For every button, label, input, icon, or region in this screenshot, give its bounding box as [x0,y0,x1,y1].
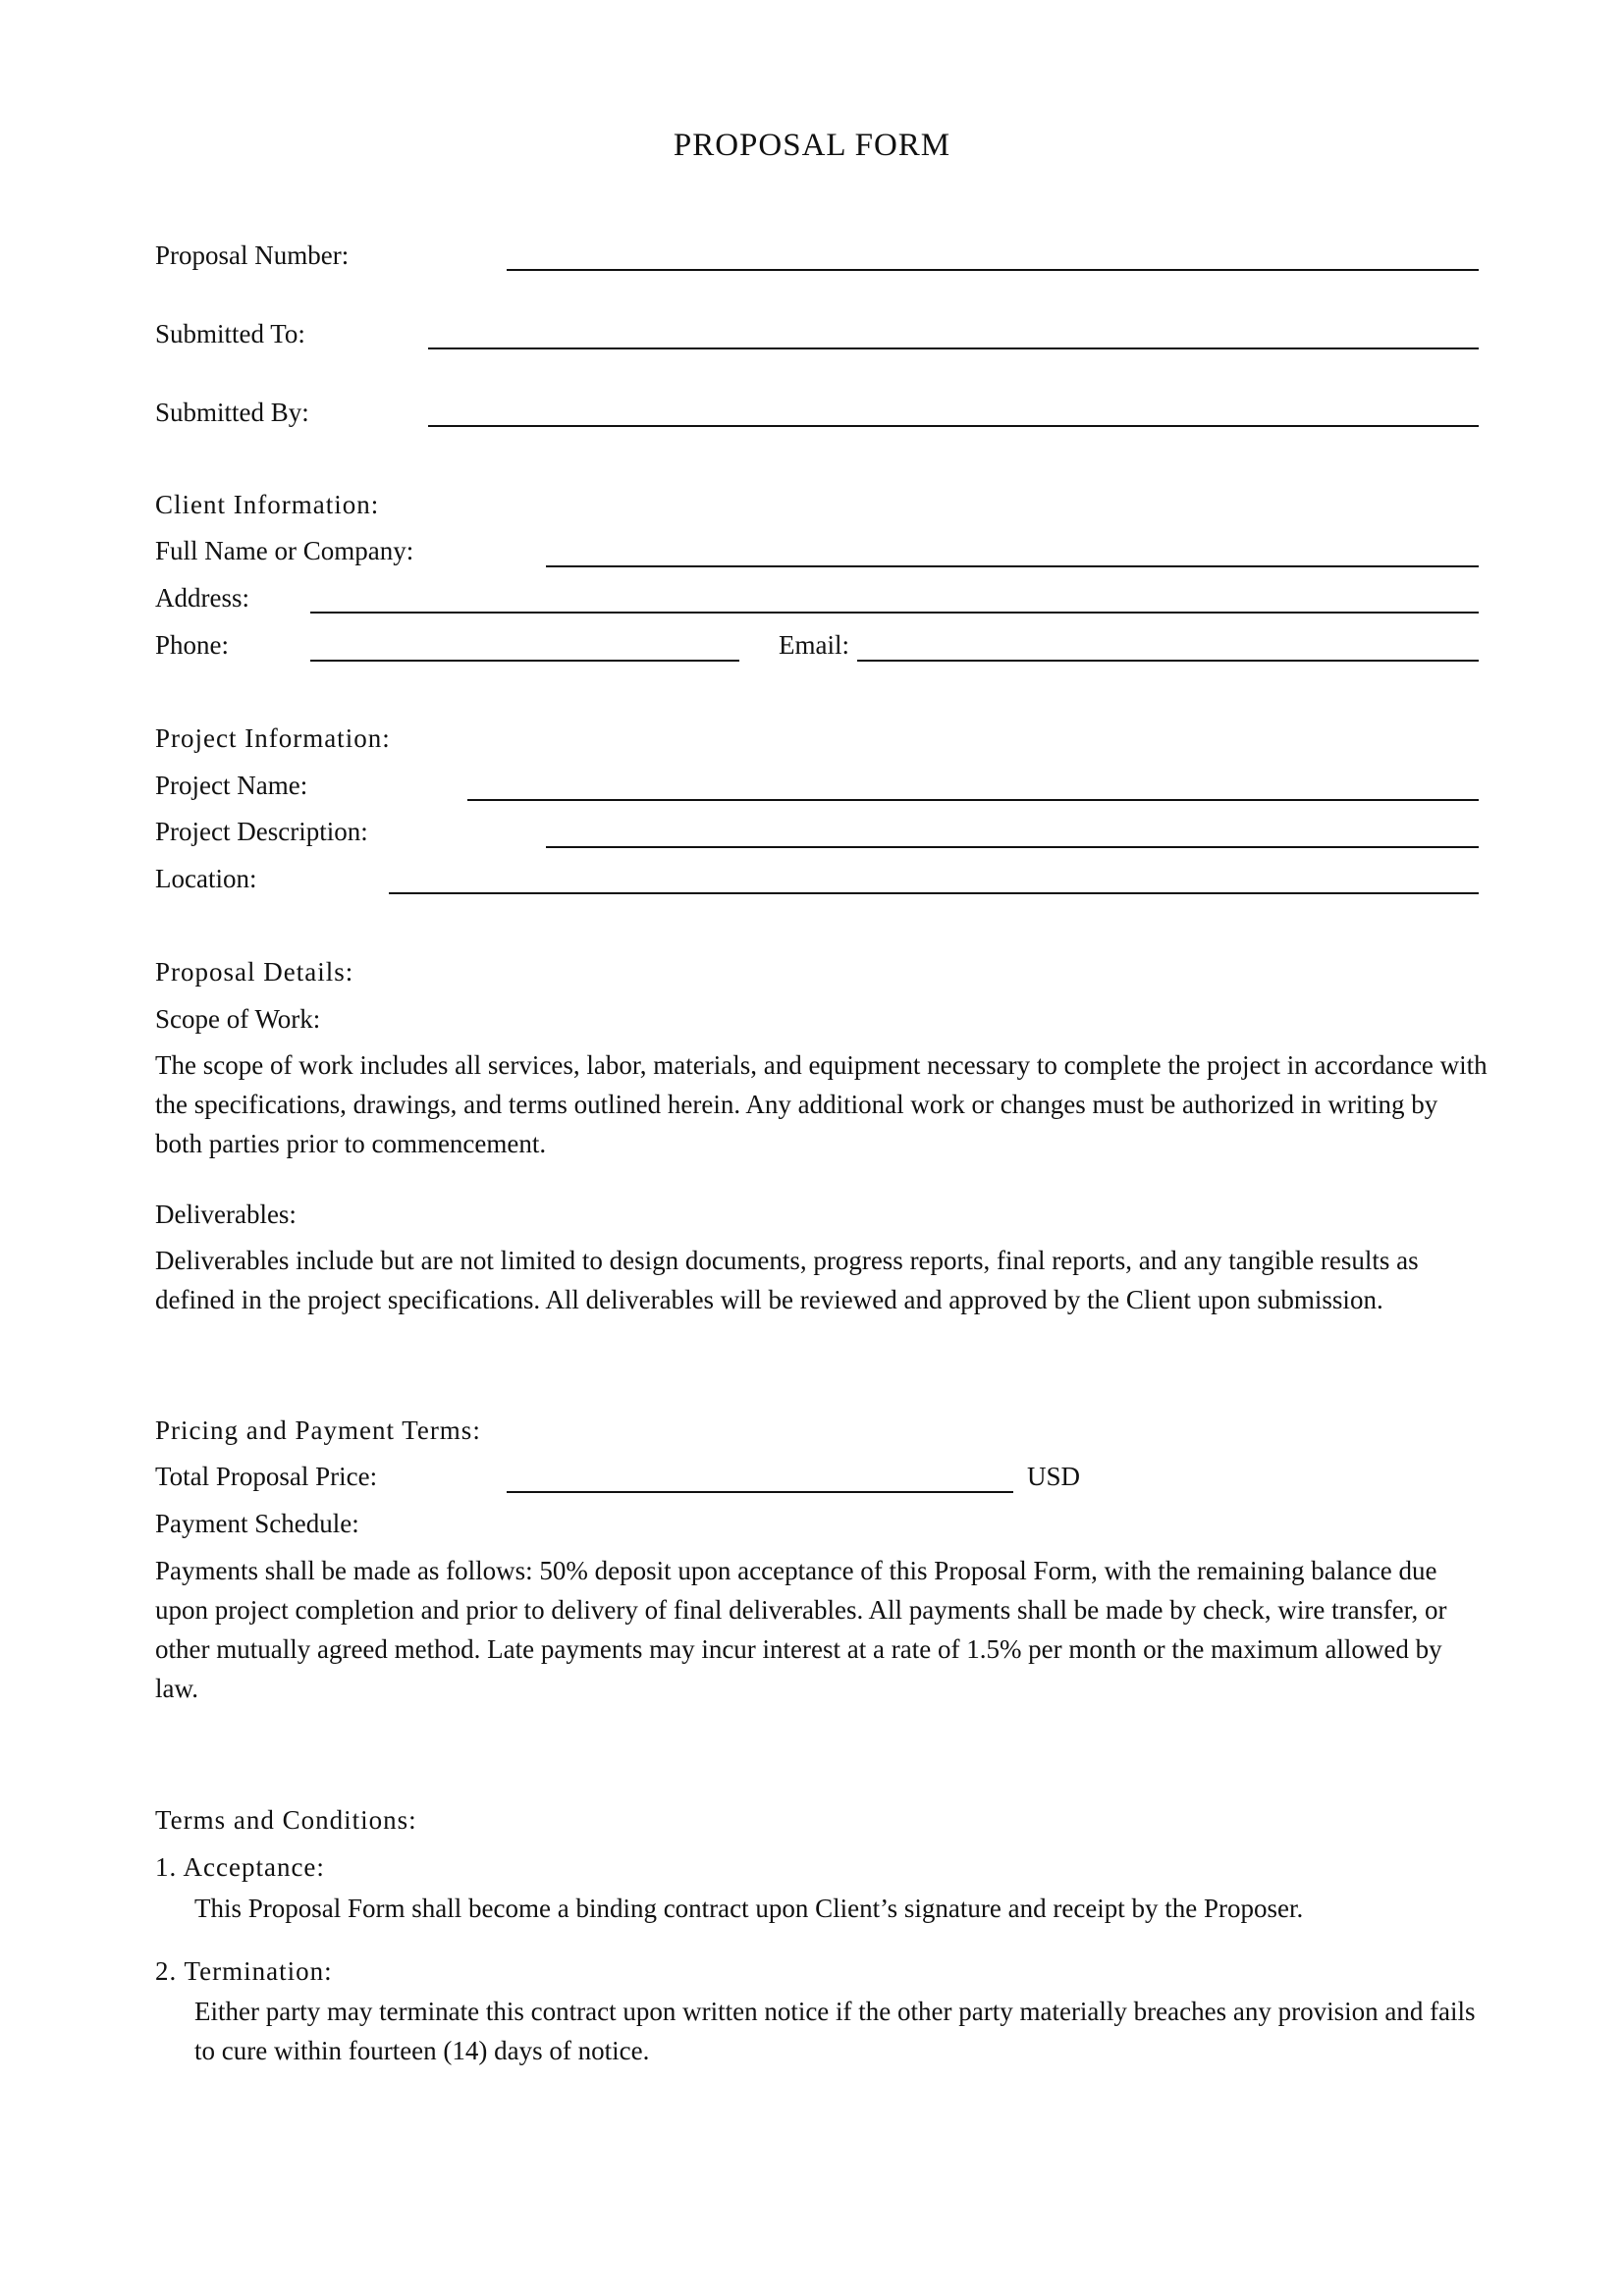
proposal-number-field[interactable] [507,269,1479,271]
full-name-field[interactable] [546,565,1479,567]
payment-schedule-label: Payment Schedule: [155,1509,359,1538]
address-field[interactable] [310,612,1479,614]
location-label: Location: [155,864,257,893]
email-field[interactable] [857,660,1479,662]
term-text: Either party may terminate this contract upon written notice if the other party materially breaches any provision and fails to cure within fourteen (14) days of notice. [194,1997,1476,2065]
project-name-label: Project Name: [155,771,308,800]
email-label: Email: [779,630,849,660]
total-price-field[interactable] [507,1491,1013,1493]
terms-heading: Terms and Conditions: [155,1805,417,1835]
submitted-by-field[interactable] [428,425,1479,427]
term-title: 2. Termination: [155,1956,333,1986]
submitted-to-label: Submitted To: [155,319,305,348]
deliverables-text: Deliverables include but are not limited to design documents, progress reports, final reports, and any tangible results as defined in the project specifications. All deliverables will be reviewed and approved by the Client upon submission. [155,1246,1419,1314]
scope-of-work-text: The scope of work includes all services, labor, materials, and equipment necessary to complete the project in accordance with the specifications, drawings, and terms outlined herein. Any additional work or changes must be authorized in writing by both parties prior to commencement. [155,1050,1488,1158]
project-name-field[interactable] [467,799,1479,801]
phone-field[interactable] [310,660,739,662]
pricing-heading: Pricing and Payment Terms: [155,1415,481,1445]
term-text: This Proposal Form shall become a binding contract upon Client’s signature and receipt by the Proposer. [194,1894,1304,1923]
deliverables-label: Deliverables: [155,1200,297,1229]
proposal-number-label: Proposal Number: [155,240,350,270]
full-name-label: Full Name or Company: [155,536,414,565]
project-description-label: Project Description: [155,817,368,846]
term-title: 1. Acceptance: [155,1852,325,1882]
scope-of-work-label: Scope of Work: [155,1004,321,1034]
currency-label: USD [1027,1462,1081,1491]
project-information-heading: Project Information: [155,723,391,753]
client-information-heading: Client Information: [155,490,380,519]
page-title: PROPOSAL FORM [673,128,951,163]
total-price-label: Total Proposal Price: [155,1462,378,1491]
submitted-by-label: Submitted By: [155,398,309,427]
submitted-to-field[interactable] [428,347,1479,349]
project-description-field[interactable] [546,846,1479,848]
proposal-details-heading: Proposal Details: [155,957,354,987]
location-field[interactable] [389,892,1479,894]
payment-schedule-text: Payments shall be made as follows: 50% deposit upon acceptance of this Proposal Form, with the remaining balance due upon project completion and prior to delivery of final deliverables. All payments shall be made by check, wire transfer, or other mutually agreed method. Late payments may incur interest at a rate of 1.5% per month or the maximum allowed by law. [155,1556,1447,1703]
address-label: Address: [155,583,249,613]
phone-label: Phone: [155,630,230,660]
